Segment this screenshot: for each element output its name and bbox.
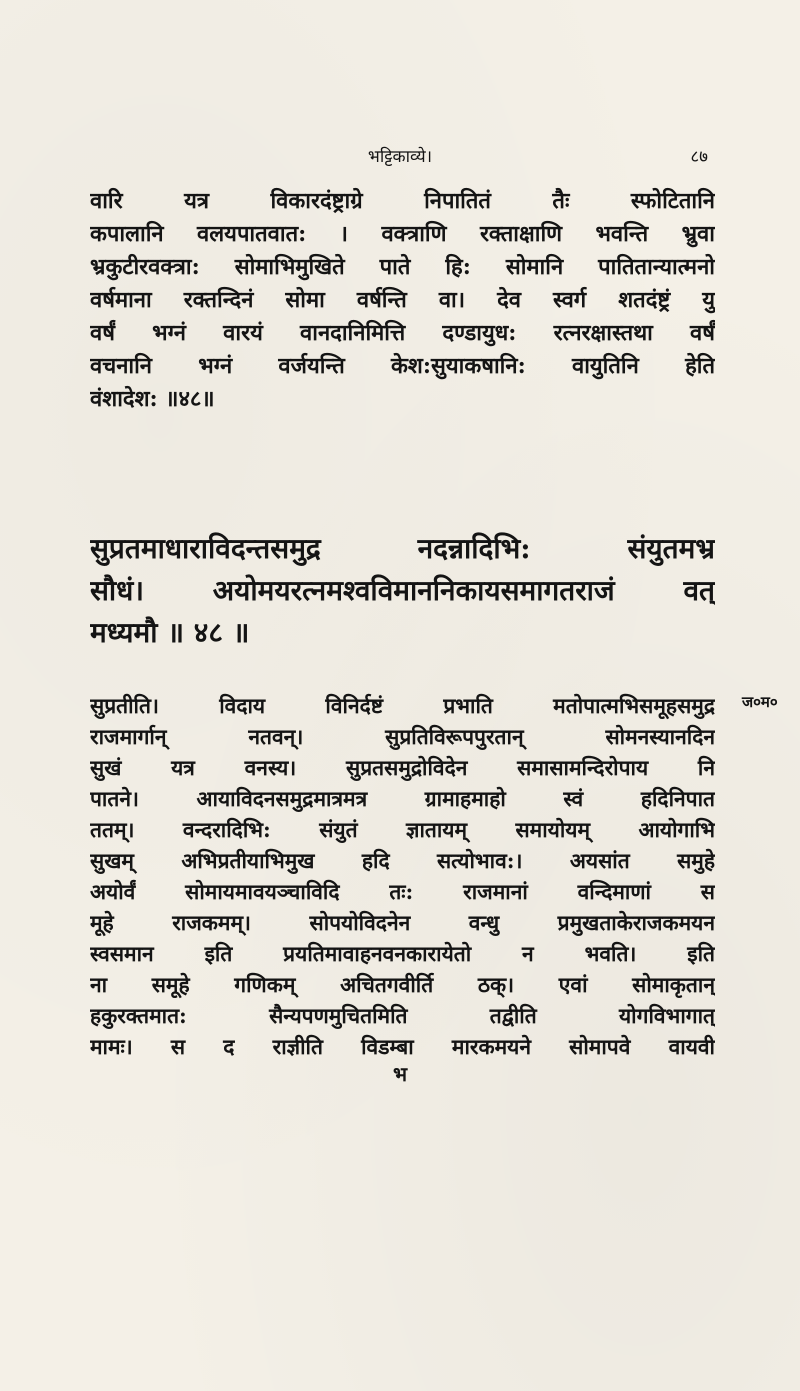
commentary-line: राजमार्गान् नतवन्। सुप्रतिविरूपपुरतान् सोमनस्यानदिन [90, 724, 715, 749]
commentary-line: पातने। आयाविदनसमुद्रमात्रमत्र ग्रामाहमाहो स्वं हदिनिपात [90, 786, 715, 811]
commentary-block [90, 690, 715, 1062]
commentary-line: सुखं यत्र वनस्य। सुप्रतसमुद्रोविदेन समासामन्दिरोपाय नि [90, 755, 715, 780]
running-head: भट्टिकाव्ये। [367, 147, 433, 167]
commentary-line: मूहे राजकमम्। सोपयोविदनेन वन्धु प्रमुखताकेराजकमयन [90, 910, 715, 935]
catchword: भ [392, 1062, 408, 1086]
commentary-line: सुप्रतीति। विदाय विनिर्दष्टं प्रभाति मतोपात्मभिसमूहसमुद्र [90, 693, 715, 718]
margin-note: ज०म० [742, 693, 778, 711]
commentary-line: मामः। स द राज्ञीति विडम्बा मारकमयने सोमापवे वायवी [90, 1034, 715, 1059]
page-number: ८७ [690, 147, 708, 167]
text-line: भ्रकुटीरवक्त्रा: सोमाभिमुखिते पाते हि: सोमानि पातितान्यात्मनो [90, 254, 715, 280]
commentary-line: ततम्। वन्दरादिभि: संयुतं ज्ञातायम् समायोयम् आयोगाभि [90, 817, 715, 842]
verse-block [90, 528, 715, 654]
commentary-line: सुखम् अभिप्रतीयाभिमुख हदि सत्योभाव:। अयसांत समुहे [90, 848, 715, 873]
text-line: कपालानि वलयपातवात: । वक्त्राणि रक्ताक्षाणि भवन्ति भ्रुवा [90, 221, 715, 247]
verse-line: सुप्रतमाधाराविदन्तसमुद्र नदन्नादिभि: संयुतमभ्र [90, 532, 715, 565]
text-line: वारि यत्र विकारदंष्ट्राग्रे निपातितं तैः स्फोटितानि [90, 188, 715, 214]
verse-line: सौधं। अयोमयरत्नमश्वविमाननिकायसमागतराजं वत् [90, 574, 715, 607]
text-line: वर्षं भग्नं वारयं वानदानिमित्ति दण्डायुध: रत्नरक्षास्तथा वर्षं [90, 320, 715, 346]
text-line: वचनानि भग्नं वर्जयन्ति केश:सुयाकषानि: वायुतिनि हेति [90, 353, 715, 379]
verse-commentary-block [90, 185, 715, 416]
text-line: वंशादेश: ॥४८॥ [90, 386, 215, 412]
commentary-line: हकुरक्तमात: सैन्यपणमुचितमिति तद्वीति योगविभागात् [90, 1003, 715, 1028]
commentary-line: स्वसमान इति प्रयतिमावाहनवनकारायेतो न भवति। इति [90, 941, 715, 966]
text-line: वर्षमाना रक्तन्दिनं सोमा वर्षन्ति वा। देव स्वर्ग शतदंष्ट्रं यु [90, 287, 715, 313]
page-header [0, 140, 800, 170]
commentary-line: अयोर्वं सोमायमावयञ्चाविदि तः: राजमानां वन्दिमाणां स [90, 879, 715, 904]
commentary-line: ना समूहे गणिकम् अचितगवीर्ति ठक्। एवां सोमाकृतान् [90, 972, 715, 997]
verse-line: मध्यमौ ॥ ४८ ॥ [90, 616, 250, 649]
